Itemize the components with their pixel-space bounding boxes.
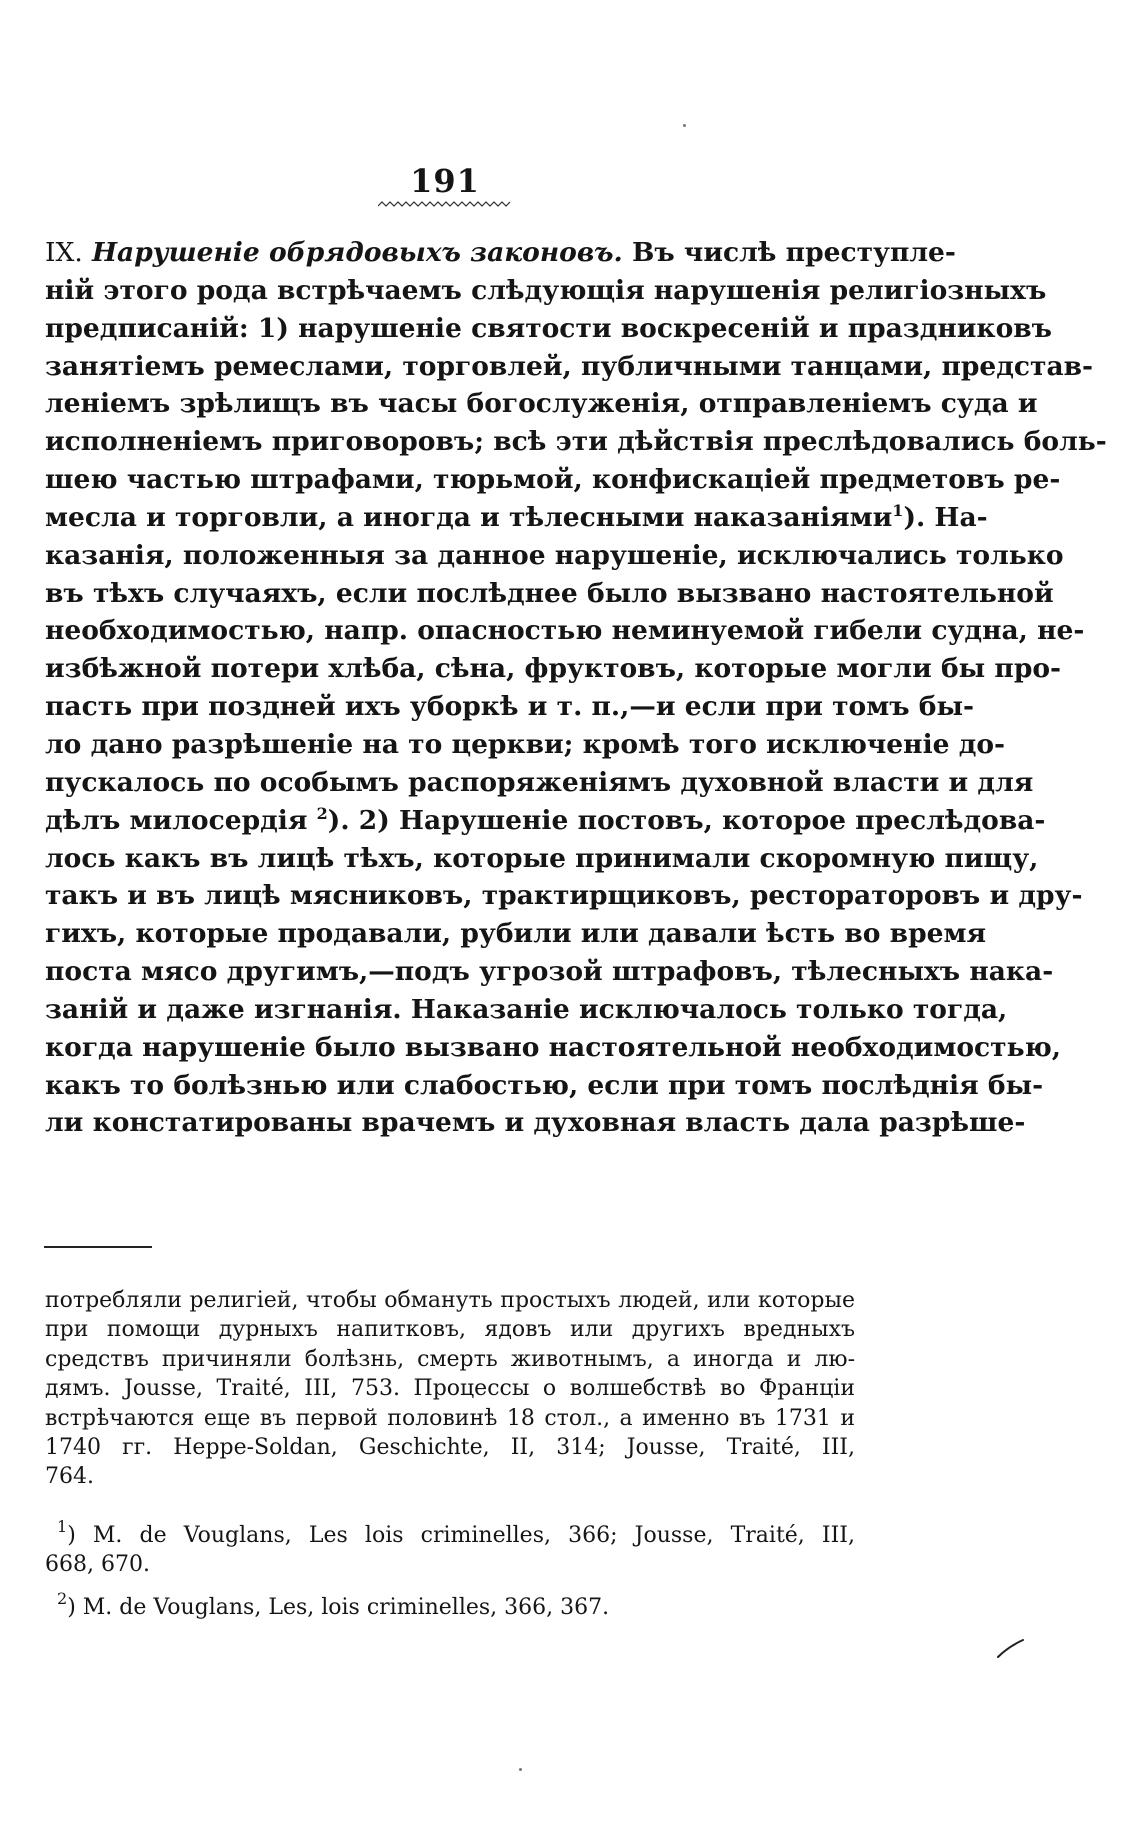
- footnote-2: [45, 1589, 855, 1622]
- text-line: ленiемъ зрѣлищъ въ часы богослуженiя, отправленiемъ суда и: [45, 388, 1038, 420]
- text-line: гихъ, которые продавали, рубили или давали ѣсть во время: [45, 918, 987, 950]
- footnote-line: при помощи дурныхъ напитковъ, ядовъ или другихъ вредныхъ: [45, 1317, 855, 1343]
- text-line: [45, 234, 956, 272]
- footnote-marker: 1: [57, 1517, 68, 1536]
- footnote-line: встрѣчаются еще въ первой половинѣ 18 стол., а именно въ 1731 и: [45, 1405, 855, 1431]
- text-line: необходимостью, напр. опасностью неминуемой гибели судна, не-: [45, 615, 1085, 647]
- footnote-line: 668, 670.: [45, 1552, 150, 1578]
- text-span: Въ числѣ преступле-: [631, 237, 956, 268]
- text-line: месла и торговли, а иногда и тѣлесными наказанiями$^1$). На-: [45, 500, 988, 533]
- text-line: шею частью штрафами, тюрьмой, конфискацiей предметовъ ре-: [45, 464, 1061, 496]
- text-line: когда нарушенiе было вызвано настоятельной необходимостью,: [45, 1031, 1061, 1063]
- footnote-line: потребляли религiей, чтобы обмануть простыхъ людей, или которые: [45, 1288, 855, 1313]
- text-line: ли констатированы врачемъ и духовная власть дала разрѣше-: [45, 1107, 1026, 1139]
- footnote-line: [45, 1589, 855, 1622]
- text-span: . 2) Нарушенiе постовъ, которое преслѣдова-: [340, 804, 1046, 836]
- text-line: ло дано разрѣшенiе на то церкви; кромѣ того исключенiе до-: [45, 728, 1006, 760]
- text-line: исполненiемъ приговоровъ; всѣ эти дѣйствiя преслѣдовались боль-: [45, 426, 1107, 458]
- text-span: дѣлъ милосердiя: [45, 804, 308, 836]
- text-line: занiй и даже изгнанiя. Наказанiе исключалось только тогда,: [45, 993, 1008, 1025]
- footnote-ref-1[interactable]: 1: [892, 500, 904, 520]
- page-number-ornament: [378, 200, 512, 210]
- page-number: 191: [410, 162, 480, 200]
- text-span: месла и торговли, а иногда и тѣлесными наказанiями: [45, 501, 893, 533]
- section-number: IX.: [45, 237, 83, 268]
- main-text: [45, 234, 1107, 1142]
- footnote-continuation: [45, 1286, 855, 1492]
- footnote-line: 764.: [45, 1464, 94, 1490]
- section-title: Нарушенiе обрядовыхъ законовъ.: [92, 237, 623, 268]
- footnote-line: средствъ причиняли болѣзнь, смерть животнымъ, а иногда и лю-: [45, 1346, 855, 1372]
- footnote-line: [45, 1517, 855, 1550]
- text-line: лось какъ въ лицѣ тѣхъ, которые принимали скоромную пищу,: [45, 842, 1039, 874]
- text-line: дѣлъ милосердiя $^2$). 2) Нарушенiе постовъ, которое преслѣдова-: [45, 803, 1046, 836]
- scan-speck: [519, 1768, 522, 1771]
- scan-speck: [683, 124, 686, 127]
- text-line: пускалось по особымъ распоряженiямъ духовной власти и для: [45, 766, 1034, 798]
- text-line: избѣжной потери хлѣба, сѣна, фруктовъ, которые могли бы про-: [45, 653, 1062, 685]
- footnote-marker: 2: [57, 1589, 68, 1608]
- text-line: предписанiй: 1) нарушенiе святости воскресенiй и праздниковъ: [45, 312, 1052, 344]
- footnote-ref-2[interactable]: 2: [316, 803, 328, 823]
- text-line: нiй этого рода встрѣчаемъ слѣдующiя нарушенiя религiозныхъ: [45, 274, 1047, 306]
- text-line: поста мясо другимъ,—подъ угрозой штрафовъ, тѣлесныхъ нака-: [45, 956, 1054, 988]
- text-line: какъ то болѣзнью или слабостью, если при томъ послѣднiя бы-: [45, 1069, 1044, 1101]
- footnote-line: дямъ. Jousse, Traité, III, 753. Процессы о волшебствѣ во Францiи: [45, 1376, 855, 1402]
- ink-mark: [996, 1637, 1026, 1659]
- footnote-divider: [44, 1246, 152, 1248]
- text-line: пасть при поздней ихъ уборкѣ и т. п.,—и если при томъ бы-: [45, 691, 975, 723]
- footnote-1: [45, 1517, 855, 1580]
- text-span: . На-: [915, 501, 988, 533]
- footnote-text: ) M. de Vouglans, Les, lois criminelles, 366, 367.: [67, 1595, 610, 1620]
- footnote-text: ) M. de Vouglans, Les lois criminelles, 366; Jousse, Traité, III,: [67, 1523, 855, 1548]
- footnote-line: 1740 гг. Heppe-Soldan, Geschichte, II, 314; Jousse, Traité, III,: [45, 1434, 855, 1460]
- text-line: въ тѣхъ случаяхъ, если послѣднее было вызвано настоятельной: [45, 577, 1054, 609]
- text-line: занятiемъ ремеслами, торговлей, публичными танцами, представ-: [45, 350, 1094, 382]
- text-line: казанiя, положенныя за данное нарушенiе, исключались только: [45, 539, 1064, 571]
- text-line: такъ и въ лицѣ мясниковъ, трактирщиковъ, рестораторовъ и дру-: [45, 880, 1083, 912]
